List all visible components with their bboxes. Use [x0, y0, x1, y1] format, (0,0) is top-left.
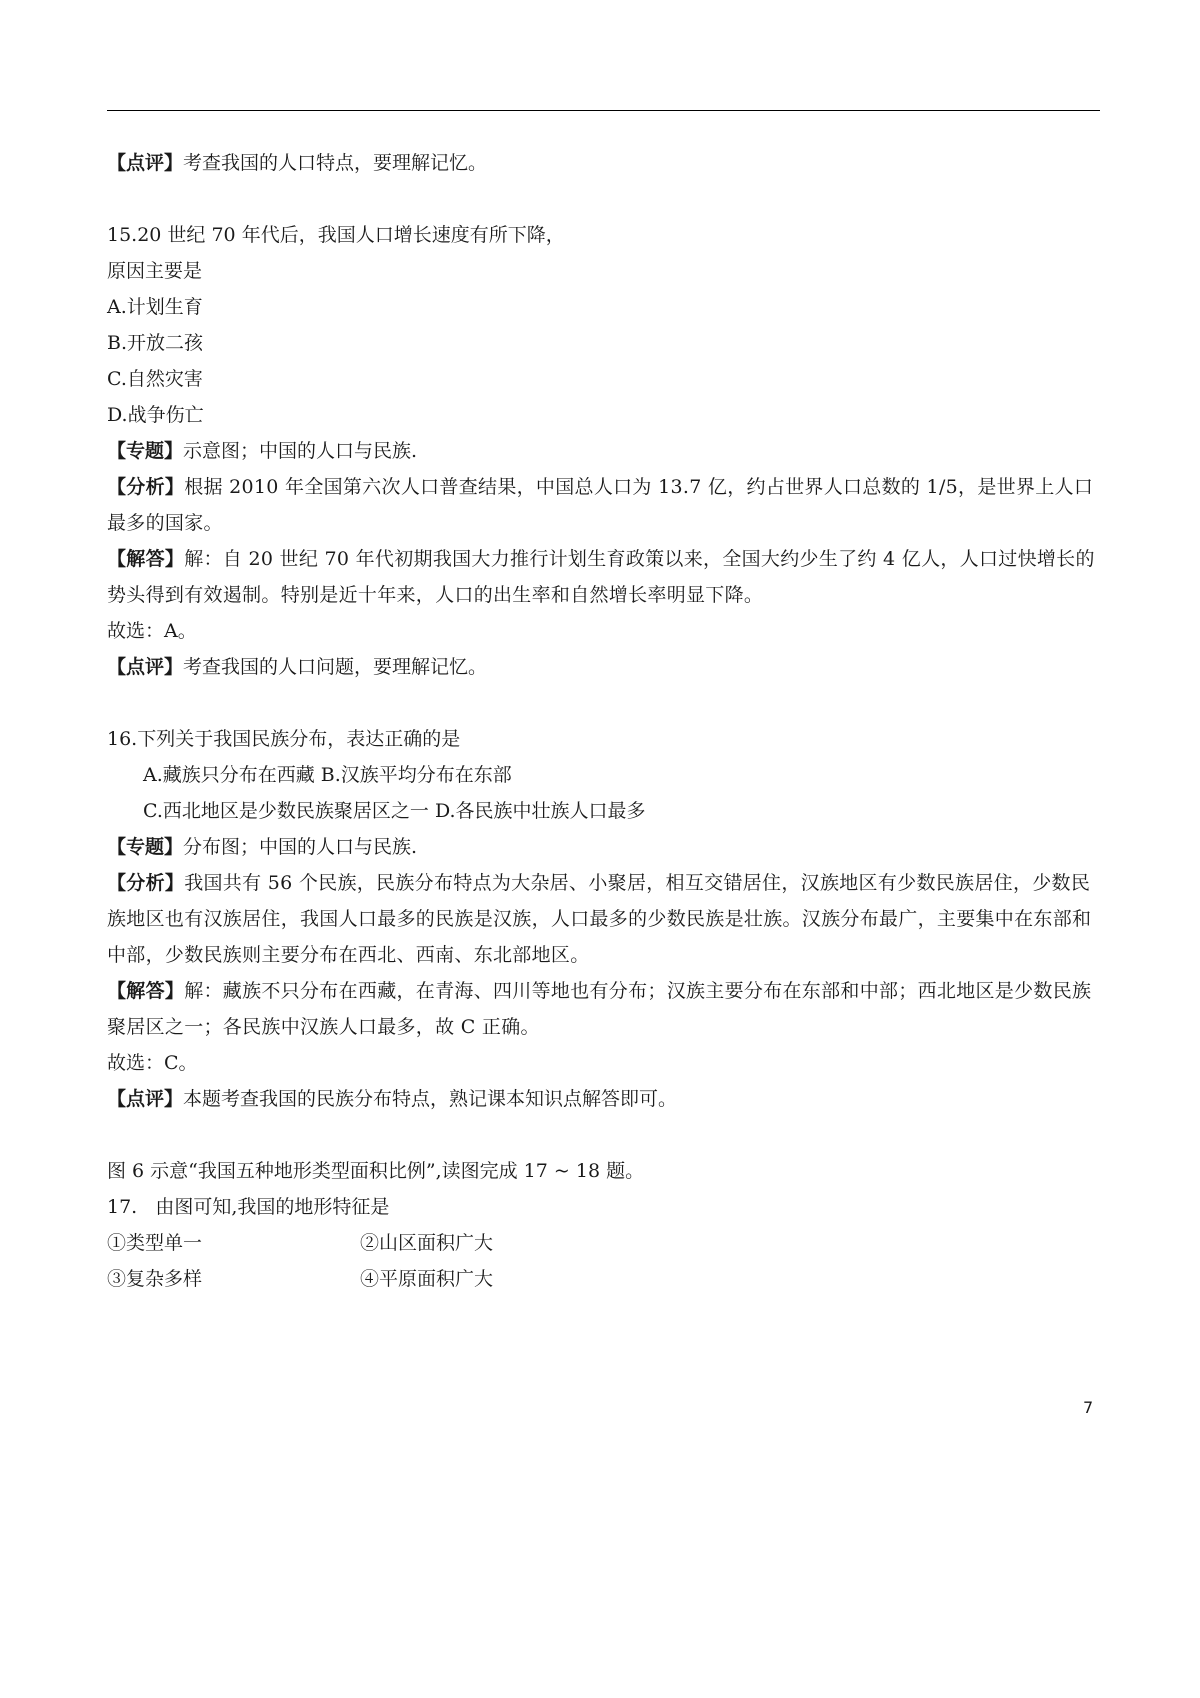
- q16-topic: [107, 829, 1102, 865]
- q17-option-1: ①类型单一: [107, 1232, 203, 1254]
- q15-topic: [107, 433, 1102, 469]
- q16-options-row1: A.藏族只分布在西藏 B.汉族平均分布在东部: [143, 764, 512, 786]
- q17-options: [107, 1225, 1102, 1297]
- q16-stem: 16.下列关于我国民族分布，表达正确的是: [107, 728, 461, 750]
- q16-comment: [107, 1081, 1102, 1117]
- analysis-tag: 【分析】: [107, 872, 185, 894]
- topic-text: 分布图；中国的人口与民族.: [183, 836, 418, 858]
- q15-choice: 故选：A。: [107, 620, 197, 642]
- q15-comment: [107, 649, 1102, 685]
- q15-stem-cont: 原因主要是: [107, 260, 203, 282]
- topic-tag: 【专题】: [107, 440, 184, 462]
- q15-option-d: D.战争伤亡: [107, 404, 204, 426]
- comment-tag: 【点评】: [107, 656, 184, 678]
- q15-option-a: A.计划生育: [107, 296, 203, 318]
- answer-tag: 【解答】: [107, 980, 185, 1002]
- analysis-text: 根据 2010 年全国第六次人口普查结果，中国总人口为 13.7 亿，约占世界人口总数的 1/5，是世界上人口最多的国家。: [107, 476, 1094, 534]
- answer-tag: 【解答】: [107, 548, 185, 570]
- comment-tag: 【点评】: [107, 152, 184, 174]
- q16-analysis: [107, 865, 1102, 973]
- page-number: 7: [1083, 1398, 1094, 1417]
- page-content: [107, 145, 1102, 1297]
- q17-option-2: ②山区面积广大: [360, 1232, 494, 1254]
- q17-option-4: ④平原面积广大: [360, 1268, 494, 1290]
- q16-answer: [107, 973, 1102, 1045]
- q14-comment: [107, 145, 1102, 181]
- q17-stem: 17. 由图可知,我国的地形特征是: [107, 1196, 390, 1218]
- comment-text: 本题考查我国的民族分布特点，熟记课本知识点解答即可。: [183, 1088, 678, 1110]
- q15-option-b: B.开放二孩: [107, 332, 204, 354]
- q16-choice: 故选：C。: [107, 1052, 198, 1074]
- analysis-tag: 【分析】: [107, 476, 185, 498]
- q15-option-c: C.自然灾害: [107, 368, 203, 390]
- comment-tag: 【点评】: [107, 1088, 184, 1110]
- comment-text: 考查我国的人口特点，要理解记忆。: [183, 152, 488, 174]
- answer-text: 解：自 20 世纪 70 年代初期我国大力推行计划生育政策以来，全国大约少生了约 4 亿人，人口过快增长的势头得到有效遏制。特别是近十年来，人口的出生率和自然增长率明显下降。: [107, 548, 1095, 606]
- topic-text: 示意图；中国的人口与民族.: [183, 440, 418, 462]
- q15-stem: 15.20 世纪 70 年代后，我国人口增长速度有所下降，: [107, 224, 565, 246]
- q15-answer: [107, 541, 1102, 613]
- fig6-intro: 图 6 示意“我国五种地形类型面积比例”,读图完成 17 ~ 18 题。: [107, 1160, 645, 1182]
- topic-tag: 【专题】: [107, 836, 184, 858]
- header-rule: [107, 110, 1100, 111]
- answer-text: 解：藏族不只分布在西藏，在青海、四川等地也有分布；汉族主要分布在东部和中部；西北地区是少数民族聚居区之一；各民族中汉族人口最多，故 C 正确。: [107, 980, 1092, 1038]
- comment-text: 考查我国的人口问题，要理解记忆。: [183, 656, 488, 678]
- q15-analysis: [107, 469, 1102, 541]
- q16-options-row2: C.西北地区是少数民族聚居区之一 D.各民族中壮族人口最多: [143, 800, 646, 822]
- analysis-text: 我国共有 56 个民族，民族分布特点为大杂居、小聚居，相互交错居住，汉族地区有少数民族居住，少数民族地区也有汉族居住，我国人口最多的民族是汉族，人口最多的少数民族是壮族。汉族分布最广，主要集中在东部和中部，少数民族则主要分布在西北、西南、东北部地区。: [107, 872, 1092, 966]
- q17-option-3: ③复杂多样: [107, 1268, 203, 1290]
